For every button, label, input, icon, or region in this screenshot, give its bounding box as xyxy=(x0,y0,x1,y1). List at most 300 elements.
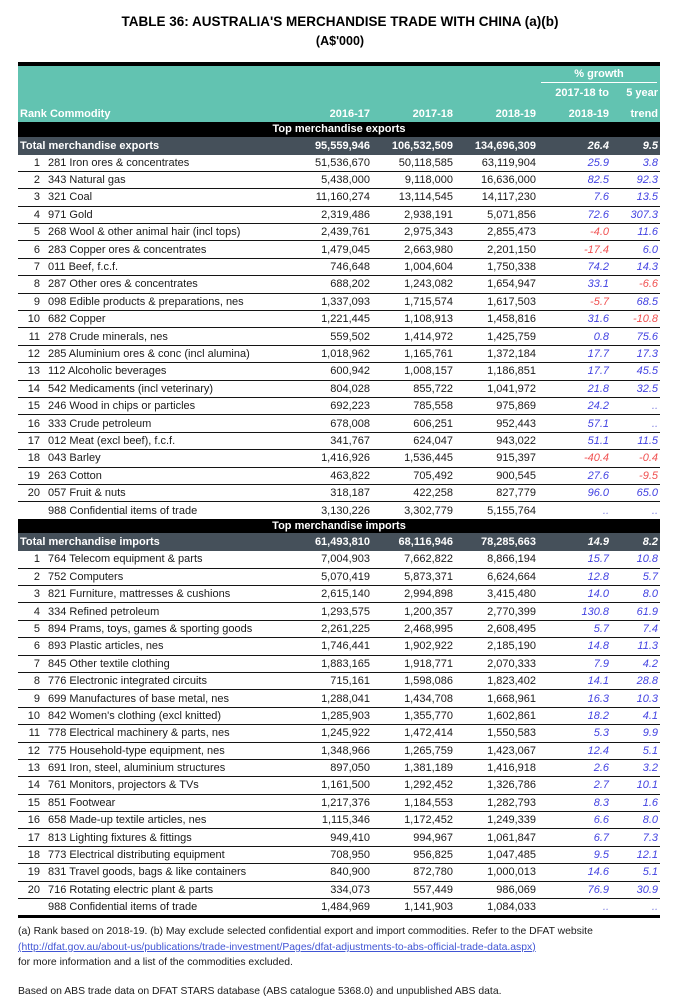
value-2018-19-cell: 1,425,759 xyxy=(455,328,538,345)
growth-cell: 24.2 xyxy=(538,397,611,414)
value-2017-18-cell: 2,663,980 xyxy=(372,241,455,258)
growth-cell: 12.8 xyxy=(538,568,611,585)
percent-growth-header xyxy=(538,64,660,83)
rank-cell: 12 xyxy=(18,742,48,759)
commodity-cell: 268 Wool & other animal hair (incl tops) xyxy=(48,224,290,241)
total-value-2016-17: 61,493,810 xyxy=(290,533,372,551)
commodity-cell: 263 Cotton xyxy=(48,467,290,484)
value-2017-18-cell: 557,449 xyxy=(372,881,455,898)
value-2018-19-cell: 1,041,972 xyxy=(455,380,538,397)
value-2017-18-cell: 1,172,452 xyxy=(372,812,455,829)
value-2016-17-cell: 1,288,041 xyxy=(290,690,372,707)
rank-cell: 6 xyxy=(18,241,48,258)
value-2016-17-cell: 1,484,969 xyxy=(321,901,370,914)
rank-cell: 14 xyxy=(18,380,48,397)
total-trend: 8.2 xyxy=(611,533,660,551)
value-2018-19-cell: 2,608,495 xyxy=(455,620,538,637)
commodity-cell: 334 Refined petroleum xyxy=(48,603,290,620)
growth-cell: 74.2 xyxy=(538,258,611,275)
value-2017-18-cell: 1,184,553 xyxy=(372,794,455,811)
rank-cell: 11 xyxy=(18,725,48,742)
value-2018-19-cell: 3,415,480 xyxy=(455,585,538,602)
trend-cell: 3.8 xyxy=(611,155,660,172)
value-2018-19-cell: 1,602,861 xyxy=(455,707,538,724)
value-2017-18-cell: 1,004,604 xyxy=(372,258,455,275)
value-2017-18-cell: 1,381,189 xyxy=(372,759,455,776)
table-row xyxy=(18,206,660,223)
trend-cell: 11.6 xyxy=(611,224,660,241)
trend-cell: 10.3 xyxy=(611,690,660,707)
trend-cell: 61.9 xyxy=(611,603,660,620)
rank-cell: 1 xyxy=(18,155,48,172)
value-2018-19-cell: 1,668,961 xyxy=(455,690,538,707)
commodity-cell: 752 Computers xyxy=(48,568,290,585)
commodity-cell: 682 Copper xyxy=(48,311,290,328)
rank-cell: 3 xyxy=(18,585,48,602)
growth-cell: 57.1 xyxy=(538,415,611,432)
table-row xyxy=(18,864,660,881)
percent-growth-label: % growth xyxy=(541,68,657,83)
value-2016-17-cell: 2,261,225 xyxy=(290,620,372,637)
value-2018-19-cell: 827,779 xyxy=(455,484,538,501)
table-row xyxy=(18,293,660,310)
value-2016-17-cell: 2,319,486 xyxy=(290,206,372,223)
value-2016-17-cell: 463,822 xyxy=(290,467,372,484)
table-header xyxy=(0,0,680,49)
commodity-cell: 285 Aluminium ores & conc (incl alumina) xyxy=(48,345,290,362)
value-2016-17-cell: 559,502 xyxy=(290,328,372,345)
growth-cell: 21.8 xyxy=(538,380,611,397)
value-2017-18-cell: 1,008,157 xyxy=(372,363,455,380)
value-2018-19-cell: 2,185,190 xyxy=(455,638,538,655)
rank-cell: 15 xyxy=(18,794,48,811)
value-2016-17-cell: 1,285,903 xyxy=(290,707,372,724)
commodity-cell: 057 Fruit & nuts xyxy=(48,484,290,501)
growth-cell: 0.8 xyxy=(538,328,611,345)
rank-cell: 8 xyxy=(18,276,48,293)
rank-cell: 14 xyxy=(18,777,48,794)
commodity-cell: 321 Coal xyxy=(48,189,290,206)
value-2018-19-cell: 1,061,847 xyxy=(455,829,538,846)
value-2017-18-cell: 2,938,191 xyxy=(372,206,455,223)
commodity-cell: 542 Medicaments (incl veterinary) xyxy=(48,380,290,397)
commodity-cell: 831 Travel goods, bags & like containers xyxy=(48,864,290,881)
value-2018-19-cell: 986,069 xyxy=(455,881,538,898)
rank-cell: 11 xyxy=(18,328,48,345)
trend-cell: 32.5 xyxy=(611,380,660,397)
footnotes xyxy=(18,924,662,999)
value-2016-17-cell: 2,615,140 xyxy=(290,585,372,602)
value-2016-17-cell: 11,160,274 xyxy=(290,189,372,206)
value-2017-18-cell: 1,414,972 xyxy=(372,328,455,345)
rank-cell: 2 xyxy=(18,171,48,188)
commodity-cell: 845 Other textile clothing xyxy=(48,655,290,672)
value-2016-17-cell: 840,900 xyxy=(290,864,372,881)
growth-cell: 6.6 xyxy=(538,812,611,829)
value-2016-17-cell: 1,348,966 xyxy=(290,742,372,759)
commodity-cell: 011 Beef, f.c.f. xyxy=(48,258,290,275)
value-2016-17-cell: 949,410 xyxy=(290,829,372,846)
table-row xyxy=(18,241,660,258)
value-2016-17-cell: 318,187 xyxy=(290,484,372,501)
table-row xyxy=(18,603,660,620)
value-2017-18-cell: 956,825 xyxy=(372,846,455,863)
commodity-cell: 988 Confidential items of trade xyxy=(48,901,198,914)
merchandise-trade-table xyxy=(18,62,660,918)
trend-cell: 5.7 xyxy=(611,568,660,585)
dfat-website-link[interactable]: (http://dfat.gov.au/about-us/publications/trade-investment/Pages/dfat-adjustments-to-abs-official-trade-data.aspx) xyxy=(18,941,536,953)
commodity-cell: 821 Furniture, mattresses & cushions xyxy=(48,585,290,602)
commodity-cell: 813 Lighting fixtures & fittings xyxy=(48,829,290,846)
value-2017-18-cell: 9,118,000 xyxy=(372,171,455,188)
value-2016-17-cell: 341,767 xyxy=(290,432,372,449)
table-row xyxy=(18,363,660,380)
total-imports-row xyxy=(18,533,660,551)
table-row xyxy=(18,224,660,241)
trend-cell: 28.8 xyxy=(611,672,660,689)
value-2018-19-cell: 2,855,473 xyxy=(455,224,538,241)
growth-cell: .. xyxy=(602,504,610,517)
value-2017-18-cell: 855,722 xyxy=(372,380,455,397)
total-exports-row xyxy=(18,137,660,155)
rank-cell: 17 xyxy=(18,432,48,449)
footnote-spacer xyxy=(18,971,662,984)
value-2017-18-cell: 2,994,898 xyxy=(372,585,455,602)
value-2017-18-cell: 705,492 xyxy=(372,467,455,484)
commodity-cell: 283 Copper ores & concentrates xyxy=(48,241,290,258)
value-2016-17-cell: 5,070,419 xyxy=(290,568,372,585)
trend-cell: 1.6 xyxy=(611,794,660,811)
value-2017-18-cell: 2,468,995 xyxy=(372,620,455,637)
value-2017-18-cell: 1,598,086 xyxy=(372,672,455,689)
commodity-cell: 112 Alcoholic beverages xyxy=(48,363,290,380)
rank-cell: 17 xyxy=(18,829,48,846)
commodity-cell: 246 Wood in chips or particles xyxy=(48,397,290,414)
header-spacer xyxy=(18,83,538,99)
table-row xyxy=(18,742,660,759)
commodity-cell: 764 Telecom equipment & parts xyxy=(48,551,290,568)
trend-cell: -9.5 xyxy=(611,467,660,484)
growth-cell: 72.6 xyxy=(538,206,611,223)
growth-cell: 51.1 xyxy=(538,432,611,449)
value-2016-17-cell: 51,536,670 xyxy=(290,155,372,172)
commodity-cell: 043 Barley xyxy=(48,450,290,467)
growth-cell: -40.4 xyxy=(538,450,611,467)
table-row xyxy=(18,276,660,293)
trend-cell: .. xyxy=(611,415,660,432)
table-row xyxy=(18,620,660,637)
trend-cell: 30.9 xyxy=(611,881,660,898)
value-2017-18-cell: 994,967 xyxy=(372,829,455,846)
rank-cell xyxy=(18,502,48,519)
table-row xyxy=(18,585,660,602)
value-2016-17-cell: 746,648 xyxy=(290,258,372,275)
total-value-2017-18: 68,116,946 xyxy=(372,533,455,551)
rank-cell: 9 xyxy=(18,293,48,310)
value-2017-18-cell: 3,302,779 xyxy=(404,504,453,517)
commodity-cell: 894 Prams, toys, games & sporting goods xyxy=(48,620,290,637)
growth-cell: 7.9 xyxy=(538,655,611,672)
value-2016-17-cell: 3,130,226 xyxy=(321,504,370,517)
table-row xyxy=(18,672,660,689)
value-2018-19-cell: 1,423,067 xyxy=(455,742,538,759)
col-2018-19: 2018-19 xyxy=(455,99,538,122)
growth-cell: 17.7 xyxy=(538,345,611,362)
rank-cell: 9 xyxy=(18,690,48,707)
growth-cell: 33.1 xyxy=(538,276,611,293)
trend-cell: 7.3 xyxy=(611,829,660,846)
imports-section xyxy=(18,519,660,552)
commodity-cell: 691 Iron, steel, aluminium structures xyxy=(48,759,290,776)
trend-cell: 11.5 xyxy=(611,432,660,449)
trend-cell: 10.8 xyxy=(611,551,660,568)
growth-period-bottom: 2018-19 xyxy=(538,99,611,122)
growth-cell: 82.5 xyxy=(538,171,611,188)
table-row xyxy=(18,432,660,449)
rank-cell xyxy=(18,899,48,917)
value-2018-19-cell: 1,249,339 xyxy=(455,812,538,829)
rank-cell: 13 xyxy=(18,759,48,776)
trend-cell: 11.3 xyxy=(611,638,660,655)
table-row xyxy=(18,812,660,829)
rank-cell: 6 xyxy=(18,638,48,655)
table-row xyxy=(18,311,660,328)
trend-cell: 68.5 xyxy=(611,293,660,310)
value-2018-19-cell: 8,866,194 xyxy=(455,551,538,568)
growth-cell: 2.6 xyxy=(538,759,611,776)
table-row xyxy=(18,415,660,432)
commodity-cell: 098 Edible products & preparations, nes xyxy=(48,293,290,310)
table-row xyxy=(18,484,660,501)
rank-cell: 18 xyxy=(18,450,48,467)
total-value-2018-19: 134,696,309 xyxy=(455,137,538,155)
value-2016-17-cell: 1,115,346 xyxy=(290,812,372,829)
value-2017-18-cell: 1,108,913 xyxy=(372,311,455,328)
value-2016-17-cell: 1,018,962 xyxy=(290,345,372,362)
table-row xyxy=(18,467,660,484)
total-trend: 9.5 xyxy=(611,137,660,155)
value-2018-19-cell: 16,636,000 xyxy=(455,171,538,188)
value-2017-18-cell: 1,472,414 xyxy=(372,725,455,742)
rank-cell: 4 xyxy=(18,603,48,620)
value-2018-19-cell: 1,750,338 xyxy=(455,258,538,275)
commodity-cell: 778 Electrical machinery & parts, nes xyxy=(48,725,290,742)
value-2016-17-cell: 334,073 xyxy=(290,881,372,898)
rank-cell: 16 xyxy=(18,415,48,432)
value-2018-19-cell: 6,624,664 xyxy=(455,568,538,585)
value-2016-17-cell: 1,337,093 xyxy=(290,293,372,310)
value-2017-18-cell: 1,243,082 xyxy=(372,276,455,293)
rank-cell: 7 xyxy=(18,258,48,275)
table-row xyxy=(18,777,660,794)
trend-cell: .. xyxy=(651,901,659,914)
value-2018-19-cell: 63,119,904 xyxy=(455,155,538,172)
growth-cell: 25.9 xyxy=(538,155,611,172)
value-2017-18-cell: 1,200,357 xyxy=(372,603,455,620)
trend-cell: 13.5 xyxy=(611,189,660,206)
rank-cell: 5 xyxy=(18,224,48,241)
table-row xyxy=(18,380,660,397)
value-2016-17-cell: 2,439,761 xyxy=(290,224,372,241)
trend-cell: 12.1 xyxy=(611,846,660,863)
trend-cell: 92.3 xyxy=(611,171,660,188)
imports-rows xyxy=(18,551,660,917)
total-value-2018-19: 78,285,663 xyxy=(455,533,538,551)
trend-cell: -0.4 xyxy=(611,450,660,467)
table-row xyxy=(18,655,660,672)
value-2016-17-cell: 1,217,376 xyxy=(290,794,372,811)
trend-cell: -10.8 xyxy=(611,311,660,328)
growth-cell: 9.5 xyxy=(538,846,611,863)
section-band-imports: Top merchandise imports xyxy=(18,519,660,534)
value-2017-18-cell: 1,434,708 xyxy=(372,690,455,707)
trend-cell: 75.6 xyxy=(611,328,660,345)
rank-cell: 19 xyxy=(18,864,48,881)
value-2018-19-cell: 1,372,184 xyxy=(455,345,538,362)
trend-cell: 4.2 xyxy=(611,655,660,672)
value-2018-19-cell: 1,186,851 xyxy=(455,363,538,380)
table-row xyxy=(18,551,660,568)
commodity-cell: 761 Monitors, projectors & TVs xyxy=(48,777,290,794)
table-row xyxy=(18,846,660,863)
value-2016-17-cell: 715,161 xyxy=(290,672,372,689)
value-2016-17-cell: 5,438,000 xyxy=(290,171,372,188)
value-2017-18-cell: 422,258 xyxy=(372,484,455,501)
value-2016-17-cell: 1,221,445 xyxy=(290,311,372,328)
value-2018-19-cell: 900,545 xyxy=(455,467,538,484)
trend-cell: 8.0 xyxy=(611,585,660,602)
total-value-2017-18: 106,532,509 xyxy=(372,137,455,155)
commodity-cell: 776 Electronic integrated circuits xyxy=(48,672,290,689)
rank-cell: 13 xyxy=(18,363,48,380)
growth-cell: 12.4 xyxy=(538,742,611,759)
commodity-cell: 699 Manufactures of base metal, nes xyxy=(48,690,290,707)
table-row xyxy=(18,725,660,742)
exports-section xyxy=(18,122,660,155)
rank-cell: 16 xyxy=(18,812,48,829)
value-2016-17-cell: 1,746,441 xyxy=(290,638,372,655)
table-row xyxy=(18,759,660,776)
value-2018-19-cell: 1,326,786 xyxy=(455,777,538,794)
table-row xyxy=(18,568,660,585)
growth-cell: 15.7 xyxy=(538,551,611,568)
trend-cell: 6.0 xyxy=(611,241,660,258)
table-row xyxy=(18,829,660,846)
table-row xyxy=(18,189,660,206)
growth-cell: -5.7 xyxy=(538,293,611,310)
commodity-cell: 971 Gold xyxy=(48,206,290,223)
value-2018-19-cell: 2,770,399 xyxy=(455,603,538,620)
commodity-cell: 851 Footwear xyxy=(48,794,290,811)
table-row xyxy=(18,258,660,275)
table-row xyxy=(18,397,660,414)
value-2017-18-cell: 1,265,759 xyxy=(372,742,455,759)
growth-cell: 27.6 xyxy=(538,467,611,484)
table-row xyxy=(18,881,660,898)
commodity-cell: 716 Rotating electric plant & parts xyxy=(48,881,290,898)
rank-cell: 12 xyxy=(18,345,48,362)
section-band-exports: Top merchandise exports xyxy=(18,122,660,137)
value-2017-18-cell: 1,292,452 xyxy=(372,777,455,794)
trend-cell: 8.0 xyxy=(611,812,660,829)
trend-label-bottom: trend xyxy=(611,99,660,122)
rank-cell: 7 xyxy=(18,655,48,672)
value-2018-19-cell: 1,617,503 xyxy=(455,293,538,310)
rank-cell: 18 xyxy=(18,846,48,863)
value-2016-17-cell: 804,028 xyxy=(290,380,372,397)
value-2018-19-cell: 1,654,947 xyxy=(455,276,538,293)
value-2017-18-cell: 50,118,585 xyxy=(372,155,455,172)
growth-cell: 6.7 xyxy=(538,829,611,846)
col-2016-17: 2016-17 xyxy=(290,99,372,122)
footnote-rank-basis: (a) Rank based on 2018-19. (b) May exclude selected confidential export and import commodities. Refer to the DFAT website xyxy=(18,926,593,938)
page-title: TABLE 36: AUSTRALIA'S MERCHANDISE TRADE WITH CHINA (a)(b) xyxy=(121,14,559,29)
value-2017-18-cell: 1,918,771 xyxy=(372,655,455,672)
value-2017-18-cell: 1,355,770 xyxy=(372,707,455,724)
table-row xyxy=(18,171,660,188)
footnote-more-info: for more information and a list of the commodities excluded. xyxy=(18,957,293,969)
commodity-cell: 988 Confidential items of trade xyxy=(48,504,198,517)
table-column-headers xyxy=(18,64,660,122)
commodity-cell: 012 Meat (excl beef), f.c.f. xyxy=(48,432,290,449)
value-2016-17-cell: 688,202 xyxy=(290,276,372,293)
growth-cell: 17.7 xyxy=(538,363,611,380)
value-2017-18-cell: 606,251 xyxy=(372,415,455,432)
value-2018-19-cell: 14,117,230 xyxy=(455,189,538,206)
trend-cell: 307.3 xyxy=(611,206,660,223)
table-row xyxy=(18,155,660,172)
rank-cell: 3 xyxy=(18,189,48,206)
value-2016-17-cell: 692,223 xyxy=(290,397,372,414)
value-2017-18-cell: 13,114,545 xyxy=(372,189,455,206)
value-2016-17-cell: 708,950 xyxy=(290,846,372,863)
commodity-cell: 893 Plastic articles, nes xyxy=(48,638,290,655)
rank-cell: 10 xyxy=(18,707,48,724)
value-2016-17-cell: 7,004,903 xyxy=(290,551,372,568)
trend-cell: 4.1 xyxy=(611,707,660,724)
growth-cell: 96.0 xyxy=(538,484,611,501)
growth-cell: 14.6 xyxy=(538,864,611,881)
table-row xyxy=(18,345,660,362)
exports-rows xyxy=(18,155,660,519)
growth-period-top: 2017-18 to xyxy=(538,83,611,99)
commodity-cell: 333 Crude petroleum xyxy=(48,415,290,432)
value-2018-19-cell: 1,047,485 xyxy=(455,846,538,863)
growth-cell: 130.8 xyxy=(538,603,611,620)
growth-cell: 2.7 xyxy=(538,777,611,794)
commodity-cell: 775 Household-type equipment, nes xyxy=(48,742,290,759)
value-2017-18-cell: 624,047 xyxy=(372,432,455,449)
trend-cell: 7.4 xyxy=(611,620,660,637)
rank-cell: 5 xyxy=(18,620,48,637)
table-row xyxy=(18,899,660,917)
value-2016-17-cell: 600,942 xyxy=(290,363,372,380)
value-2018-19-cell: 943,022 xyxy=(455,432,538,449)
total-label: Total merchandise imports xyxy=(18,533,290,551)
value-2017-18-cell: 7,662,822 xyxy=(372,551,455,568)
value-2017-18-cell: 1,165,761 xyxy=(372,345,455,362)
col-2017-18: 2017-18 xyxy=(372,99,455,122)
value-2016-17-cell: 897,050 xyxy=(290,759,372,776)
value-2016-17-cell: 1,883,165 xyxy=(290,655,372,672)
value-2018-19-cell: 975,869 xyxy=(455,397,538,414)
value-2017-18-cell: 5,873,371 xyxy=(372,568,455,585)
value-2016-17-cell: 1,479,045 xyxy=(290,241,372,258)
trend-cell: -6.6 xyxy=(611,276,660,293)
growth-cell: -4.0 xyxy=(538,224,611,241)
rank-cell: 4 xyxy=(18,206,48,223)
trend-cell: 5.1 xyxy=(611,742,660,759)
